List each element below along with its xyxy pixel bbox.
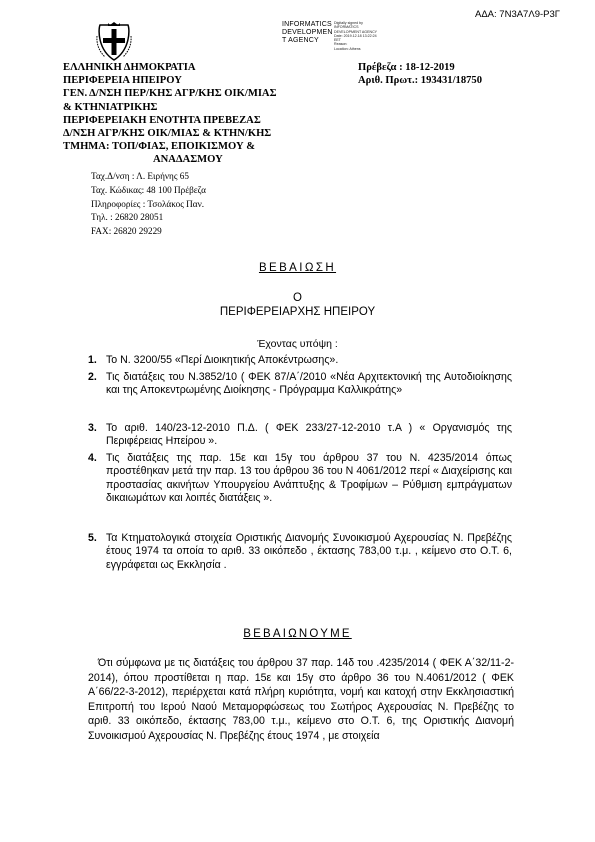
document-title: ΒΕΒΑΙΩΣΗ (258, 262, 337, 274)
item-text: Τις διατάξεις της παρ. 15ε και 15γ του άρθρου 37 του Ν. 4235/2014 όπως προστέθηκαν μετά την παρ. 13 του άρθρου 36 του Ν 4061/2012 περί « Διαχείρισης και προστασίας ακινήτων Υπουργείου Ανάπτυξης & Τροφίμων – Ρύθμιση εμπράγματων δικαιωμάτων και λοιπές διατάξεις ». (106, 452, 512, 505)
digital-signature-block (282, 21, 442, 51)
header-line: ΠΕΡΙΦΕΡΕΙΑΚΗ ΕΝΟΤΗΤΑ ΠΡΕΒΕΖΑΣ (63, 114, 261, 126)
item-number: 2. (88, 371, 97, 383)
contact-info: Πληροφορίες : Τσολάκος Παν. (91, 198, 205, 209)
list-item (88, 422, 512, 449)
item-text: Τα Κτηματολογικά στοιχεία Οριστικής Διανομής Συνοικισμού Αχερουσίας Ν. Πρεβέζης έτους 1974 τα οποία το αριθ. 33 οικόπεδο , έκτασης 783,00 τ.μ. , κείμενο στο Ο.Τ. 6, εγγράφεται ως Εκκλησία . (106, 532, 512, 571)
item-text: Το Ν. 3200/55 «Περί Διοικητικής Αποκέντρωσης». (106, 354, 339, 366)
header-line: ΠΕΡΙΦΕΡΕΙΑ ΗΠΕΙΡΟΥ (63, 75, 182, 87)
contact-phone: Τηλ. : 26820 28051 (91, 212, 164, 223)
list-item (88, 452, 512, 506)
list-item (88, 354, 512, 367)
document-date: Πρέβεζα : 18-12-2019 (358, 62, 455, 73)
considering-heading: Έχοντας υπόψη : (257, 338, 338, 350)
signature-details (334, 21, 377, 51)
contact-address: Ταχ.Δ/νση : Λ. Ειρήνης 65 (91, 171, 189, 181)
signature-line: INFORMATICS (282, 21, 332, 28)
signature-detail: Digitally signed by (334, 21, 363, 25)
signature-detail: INFORMATICS (334, 25, 359, 30)
ada-code: ΑΔΑ: 7Ν3Α7Λ9-Ρ3Γ (475, 9, 560, 20)
list-item (88, 532, 512, 572)
item-text: Τις διατάξεις του Ν.3852/10 ( ΦΕΚ 87/Α΄/2010 «Νέα Αρχιτεκτονική της Αυτοδιοίκησης και της Αποκεντρωμένης Διοίκησης - Πρόγραμμα Καλλικράτης» (106, 371, 512, 397)
list-item (88, 371, 512, 398)
header-line: & ΚΤΗΝΙΑΤΡΙΚΗΣ (63, 101, 158, 113)
contact-fax: FAX: 26820 29229 (91, 226, 162, 237)
signature-detail: EET (334, 38, 341, 43)
signature-line: DEVELOPMEN (282, 29, 333, 36)
item-text: Το αριθ. 140/23-12-2010 Π.Δ. ( ΦΕΚ 233/27-12-2010 τ.Α ) « Οργανισμός της Περιφέρειας Ηπείρου ». (106, 422, 512, 448)
date-protocol-block (358, 61, 482, 87)
header-line: ΤΜΗΜΑ: ΤΟΠ/ΦΙΑΣ, ΕΠΟΙΚΙΣΜΟΥ & (63, 141, 256, 153)
header-line: Δ/ΝΣΗ ΑΓΡ/ΚΗΣ ΟΙΚ/ΜΙΑΣ & ΚΤΗΝ/ΚΗΣ (63, 128, 272, 140)
signature-detail: Date: 2019.12.18 13:22:24 (334, 33, 377, 38)
item-number: 1. (88, 354, 97, 366)
contact-postal: Ταχ. Κώδικας: 48 100 Πρέβεζα (91, 184, 206, 195)
item-number: 5. (88, 532, 97, 544)
signature-detail: Location: Athens (334, 46, 361, 51)
issuer-title: ΠΕΡΙΦΕΡΕΙΑΡΧΗΣ ΗΠΕΙΡΟΥ (219, 306, 376, 318)
header-line: ΑΝΑΔΑΣΜΟΥ (153, 154, 223, 166)
issuer-article: Ο (293, 292, 302, 304)
header-line: ΕΛΛΗΝΙΚΗ ΔΗΜΟΚΡΑΤΙΑ (63, 62, 196, 73)
certification-body: Ότι σύμφωνα με τις διατάξεις του άρθρου 37 παρ. 14δ του .4235/2014 ( ΦΕΚ Α΄32/11-2-2014), όπου προστίθεται η παρ. 15ε και 15γ στο άρθρο 36 του Ν.4061/2012 ( ΦΕΚ Α΄66/22-3-2012), περιέρχεται κατά πλήρη κυριότητα, νομή και κατοχή στην Εκκλησιαστική Επιτροπή του Ιερού Ναού Μεταμορφώσεως του Σωτήρος Αχερουσίας Ν. Πρεβέζης το αριθ. 33 οικόπεδο, έκτασης 783,00 τ.μ., κείμενο στο Ο.Τ. 6, της Οριστικής Διανομή Συνοικισμού Αχερουσίας Ν. Πρεβέζης έτους 1974 , με στοιχεία (88, 657, 514, 742)
certification-heading: ΒΕΒΑΙΩΝΟΥΜΕ (243, 628, 352, 640)
contact-block (91, 170, 206, 239)
signature-line: T AGENCY (282, 37, 319, 44)
protocol-number: Αριθ. Πρωτ.: 193431/18750 (358, 75, 483, 87)
signature-detail: Reason: (334, 42, 348, 47)
signature-detail: DEVELOPMENT AGENCY (334, 29, 378, 34)
greek-coat-of-arms-icon (96, 22, 132, 62)
authority-header (63, 61, 277, 167)
header-line: ΓΕΝ. Δ/ΝΣΗ ΠΕΡ/ΚΗΣ ΑΓΡ/ΚΗΣ ΟΙΚ/ΜΙΑΣ (63, 88, 277, 100)
item-number: 3. (88, 422, 97, 434)
item-number: 4. (88, 452, 97, 464)
